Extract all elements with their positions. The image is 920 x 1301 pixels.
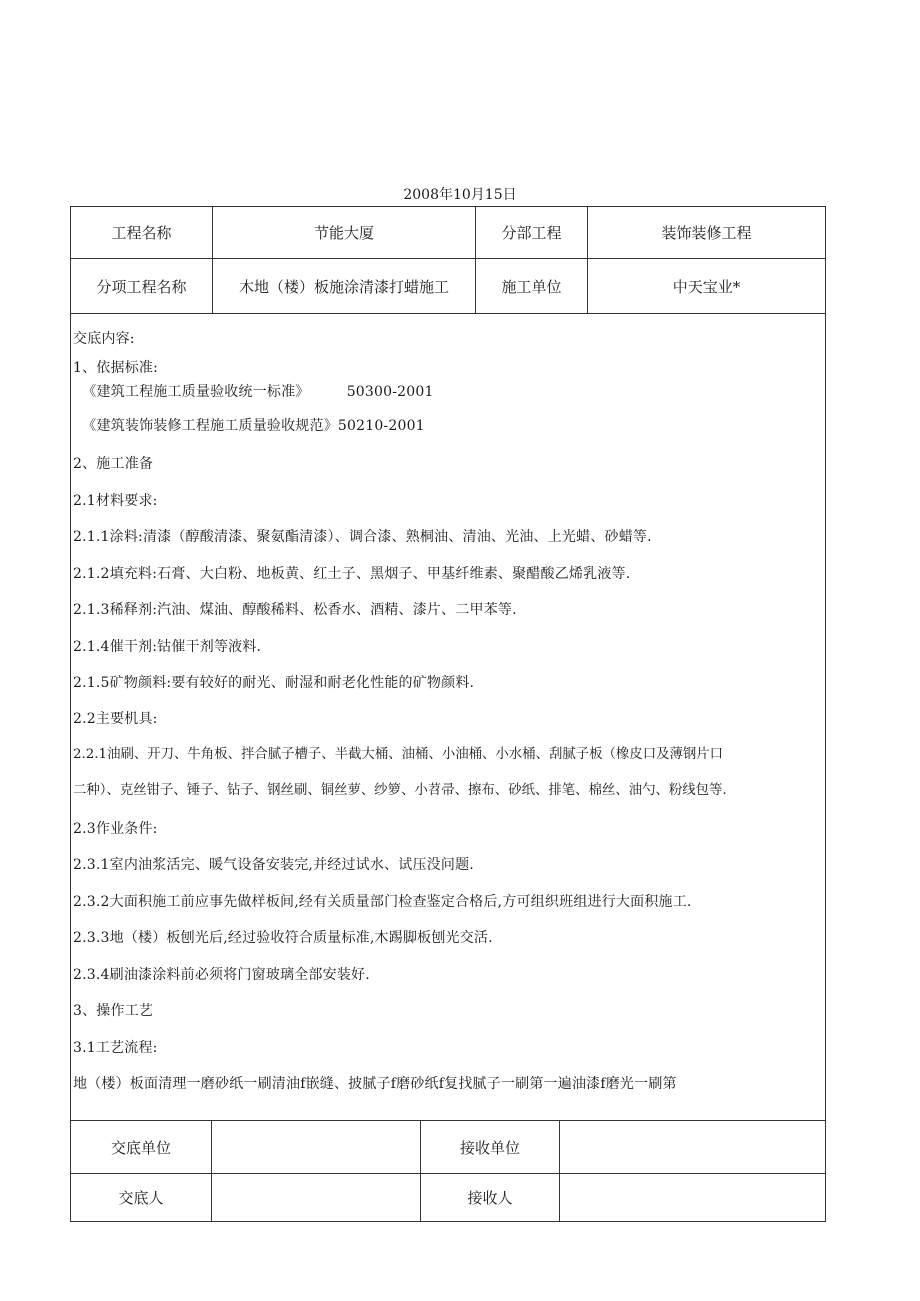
handover-person-label: 交底人	[118, 1189, 164, 1207]
content-line: 二种）、克丝钳子、锤子、钻子、钢丝刷、铜丝萝、纱箩、小苕帚、擦布、砂纸、排笔、棉丝、油勺、粉线包等.	[73, 783, 727, 798]
content-line: 1、依据标准:	[73, 360, 159, 376]
handover-form-table	[70, 206, 826, 1222]
handover-person-field[interactable]	[212, 1174, 420, 1221]
content-line: 《建筑工程施工质量验收统一标准》 50300-2001	[73, 384, 434, 400]
subitem-name-value: 木地（楼）板施涂清漆打蜡施工	[238, 277, 449, 296]
subitem-name-label: 分项工程名称	[96, 277, 187, 296]
content-line: 2.3作业条件:	[73, 821, 158, 837]
content-line: 2.2主要机具:	[73, 711, 158, 727]
row-divider	[71, 313, 825, 314]
content-line: 2、施工准备	[73, 456, 154, 472]
contractor-value: 中天宝业*	[672, 277, 741, 296]
receiver-label: 接收人	[467, 1189, 513, 1207]
contractor-label: 施工单位	[501, 277, 562, 296]
content-line: 2.3.1室内油浆活完、暖气设备安装完,并经过试水、试压没问题.	[73, 857, 474, 873]
content-line: 2.1.4催干剂:钴催干剂等液料.	[73, 639, 262, 655]
content-line: 2.1.2填充料:石膏、大白粉、地板黄、红土子、黑烟子、甲基纤维素、聚醋酸乙烯乳液等.	[73, 566, 631, 582]
handover-unit-field[interactable]	[212, 1121, 420, 1173]
content-line: 2.1.1涂料:清漆（醇酸清漆、聚氨酯清漆）、调合漆、熟桐油、清油、光油、上光蜡、砂蜡等.	[73, 529, 652, 545]
content-line: 3、操作工艺	[73, 1003, 154, 1019]
content-line: 2.1.3稀释剂:汽油、煤油、醇酸稀料、松香水、酒精、漆片、二甲苯等.	[73, 602, 517, 618]
handover-unit-label: 交底单位	[110, 1138, 171, 1157]
receiver-field[interactable]	[560, 1174, 825, 1221]
project-name-value: 节能大厦	[313, 224, 374, 242]
content-line: 2.1材料要求:	[73, 493, 158, 509]
content-line: 交底内容:	[73, 331, 135, 347]
division-value: 装饰装修工程	[661, 224, 752, 242]
content-line: 2.3.4刷油漆涂料前必须将门窗玻璃全部安装好.	[73, 967, 370, 983]
content-line: 2.3.2大面积施工前应事先做样板间,经有关质量部门检查鉴定合格后,方可组织班组进行大面积施工.	[73, 894, 692, 910]
project-name-label: 工程名称	[111, 224, 172, 242]
receiving-unit-label: 接收单位	[459, 1138, 520, 1157]
content-line: 2.2.1油刷、开刀、牛角板、拌合腻子槽子、半截大桶、油桶、小油桶、小水桶、刮腻子板（橡皮口及薄钢片口	[73, 747, 724, 762]
content-line: 《建筑装饰装修工程施工质量验收规范》50210-2001	[73, 418, 425, 434]
receiving-unit-field[interactable]	[560, 1121, 825, 1173]
content-line: 地（楼）板面清理一磨砂纸一刷清油f嵌缝、披腻子f磨砂纸f复找腻子一刷第一遍油漆f磨光一刷第	[73, 1076, 677, 1092]
document-date: 2008年10月15日	[403, 187, 517, 203]
content-line: 2.1.5矿物颜料:要有较好的耐光、耐湿和耐老化性能的矿物颜料.	[73, 675, 475, 691]
content-line: 2.3.3地（楼）板刨光后,经过验收符合质量标准,木踢脚板刨光交活.	[73, 930, 493, 946]
content-line: 3.1工艺流程:	[73, 1040, 158, 1056]
division-label: 分部工程	[501, 224, 562, 242]
